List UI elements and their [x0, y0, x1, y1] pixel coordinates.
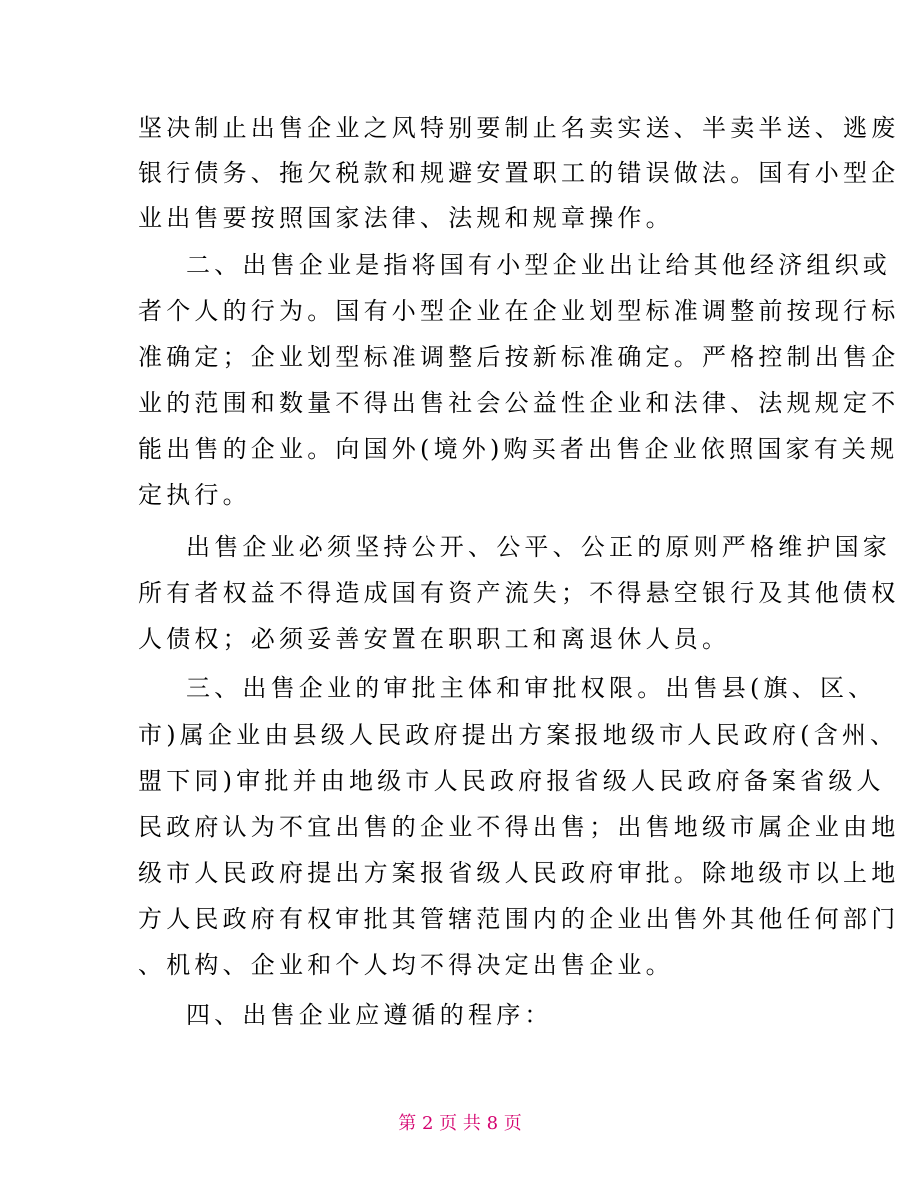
paragraph-line: 出售企业必须坚持公开、公平、公正的原则严格维护国家	[186, 533, 891, 561]
page-number-footer: 第 2 页 共 8 页	[398, 1113, 522, 1134]
paragraph-line: 三、出售企业的审批主体和审批权限。出售县(旗、区、	[186, 674, 877, 702]
paragraph-line: 所有者权益不得造成国有资产流失；不得悬空银行及其他债权	[138, 579, 900, 607]
paragraph-line: 准确定；企业划型标准调整后按新标准确定。严格控制出售企	[138, 343, 900, 371]
paragraph-line: 人债权；必须妥善安置在职职工和离退休人员。	[138, 625, 731, 653]
paragraph-line: 者个人的行为。国有小型企业在企业划型标准调整前按现行标	[138, 297, 900, 325]
paragraph-line: 二、出售企业是指将国有小型企业出让给其他经济组织或	[186, 251, 891, 279]
paragraph-line: 业的范围和数量不得出售社会公益性企业和法律、法规规定不	[138, 389, 900, 417]
paragraph-line: 定执行。	[138, 481, 251, 509]
paragraph-line: 四、出售企业应遵循的程序：	[186, 1001, 553, 1029]
paragraph-line: 民政府认为不宜出售的企业不得出售；出售地级市属企业由地	[138, 813, 900, 841]
paragraph-line: 市)属企业由县级人民政府提出方案报地级市人民政府(含州、	[138, 721, 899, 749]
paragraph-line: 盟下同)审批并由地级市人民政府报省级人民政府备案省级人	[138, 767, 885, 795]
paragraph-line: 坚决制止出售企业之风特别要制止名卖实送、半卖半送、逃废	[138, 114, 900, 142]
paragraph-line: 、机构、企业和个人均不得决定出售企业。	[138, 951, 674, 979]
paragraph-line: 级市人民政府提出方案报省级人民政府审批。除地级市以上地	[138, 859, 900, 887]
paragraph-line: 能出售的企业。向国外(境外)购买者出售企业依照国家有关规	[138, 435, 899, 463]
paragraph-line: 银行债务、拖欠税款和规避安置职工的错误做法。国有小型企	[138, 159, 900, 187]
paragraph-line: 方人民政府有权审批其管辖范围内的企业出售外其他任何部门	[138, 905, 900, 933]
paragraph-line: 业出售要按照国家法律、法规和规章操作。	[138, 204, 674, 232]
